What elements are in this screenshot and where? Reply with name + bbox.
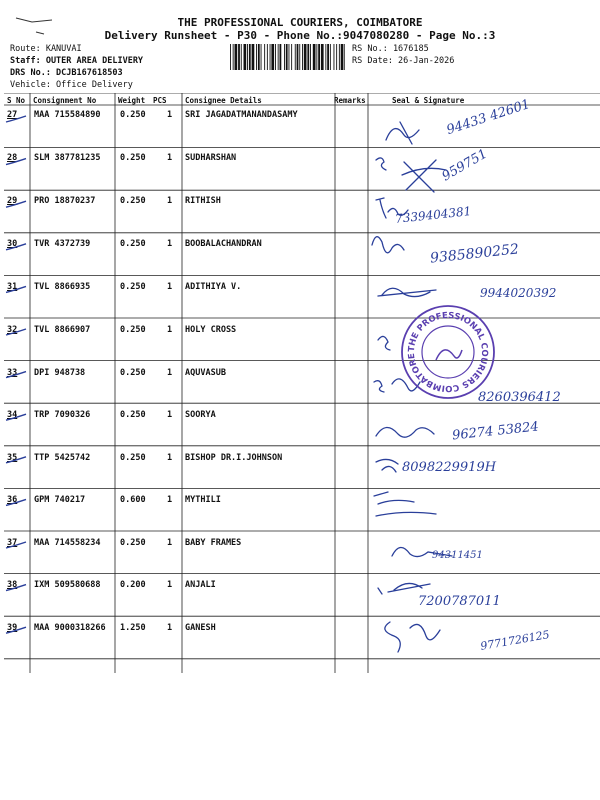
row-sno: 35 xyxy=(7,453,18,463)
row-tick-mark xyxy=(6,286,26,292)
row-tick-mark xyxy=(6,244,26,250)
col-consignee: Consignee Details xyxy=(185,96,262,105)
row-sno: 29 xyxy=(7,196,18,206)
signature-note: 9771726125 xyxy=(479,628,551,653)
drs-label: DRS No.: DCJB167618503 xyxy=(10,68,123,78)
row-pcs: 1 xyxy=(167,623,173,633)
row-pcs: 1 xyxy=(167,368,173,378)
row-weight: 0.250 xyxy=(120,196,146,206)
row-consignment-no: MAA 9000318266 xyxy=(34,623,106,633)
signature-note: 959751 xyxy=(439,146,491,185)
row-tick-mark xyxy=(6,499,26,505)
signature-note: 8260396412 xyxy=(478,390,561,405)
signature-note: 7200787011 xyxy=(418,594,501,609)
company-stamp xyxy=(398,302,498,402)
row-sno: 32 xyxy=(7,325,18,335)
row-consignment-no: SLM 387781235 xyxy=(34,153,101,163)
svg-text:THE PROFESSIONAL COURIERS COIM xyxy=(407,311,489,393)
row-consignee: HOLY CROSS xyxy=(185,325,237,335)
row-pcs: 1 xyxy=(167,495,173,505)
row-pcs: 1 xyxy=(167,110,173,120)
barcode xyxy=(230,44,345,70)
col-seal-signature: Seal & Signature xyxy=(392,96,465,105)
pen-mark-icon xyxy=(14,14,54,36)
row-pcs: 1 xyxy=(167,580,173,590)
row-weight: 0.250 xyxy=(120,325,146,335)
row-weight: 0.200 xyxy=(120,580,146,590)
row-sno: 28 xyxy=(7,153,18,163)
signature-note: 9944020392 xyxy=(480,286,557,300)
row-weight: 0.250 xyxy=(120,282,146,292)
row-sno: 27 xyxy=(7,110,18,120)
row-consignment-no: TTP 5425742 xyxy=(34,453,91,463)
row-pcs: 1 xyxy=(167,453,173,463)
row-tick-mark xyxy=(6,457,26,463)
row-consignment-no: PRO 18870237 xyxy=(34,196,96,206)
row-consignee: SOORYA xyxy=(185,410,216,420)
row-consignee: GANESH xyxy=(185,623,216,633)
rs-date: RS Date: 26-Jan-2026 xyxy=(352,56,455,66)
tick-marks xyxy=(4,100,32,660)
row-tick-mark xyxy=(6,627,26,633)
row-sno: 37 xyxy=(7,538,18,548)
row-tick-mark xyxy=(6,372,26,378)
row-consignment-no: TVL 8866935 xyxy=(34,282,91,292)
row-consignee: ANJALI xyxy=(185,580,216,590)
row-tick-mark xyxy=(6,329,26,335)
row-consignment-no: IXM 509580688 xyxy=(34,580,101,590)
row-consignee: SUDHARSHAN xyxy=(185,153,237,163)
row-weight: 1.250 xyxy=(120,623,146,633)
company-title: THE PROFESSIONAL COURIERS, COIMBATORE xyxy=(177,16,423,29)
row-consignee: MYTHILI xyxy=(185,495,221,505)
row-tick-mark xyxy=(6,201,26,207)
row-sno: 38 xyxy=(7,580,18,590)
stamp-text: THE PROFESSIONAL COURIERS COIMBATORE xyxy=(406,310,490,394)
rs-number: RS No.: 1676185 xyxy=(352,44,429,54)
row-weight: 0.250 xyxy=(120,239,146,249)
row-consignment-no: MAA 715584890 xyxy=(34,110,101,120)
row-consignment-no: MAA 714558234 xyxy=(34,538,101,548)
row-pcs: 1 xyxy=(167,282,173,292)
row-tick-mark xyxy=(6,585,26,591)
row-weight: 0.250 xyxy=(120,110,146,120)
row-consignment-no: DPI 948738 xyxy=(34,368,86,378)
row-pcs: 1 xyxy=(167,239,173,249)
row-weight: 0.250 xyxy=(120,153,146,163)
vehicle-label: Vehicle: Office Delivery xyxy=(10,80,133,90)
row-consignee: BABY FRAMES xyxy=(185,538,242,548)
row-tick-mark xyxy=(6,414,26,420)
row-pcs: 1 xyxy=(167,153,173,163)
row-weight: 0.250 xyxy=(120,368,146,378)
row-weight: 0.250 xyxy=(120,410,146,420)
col-pcs: PCS xyxy=(153,96,167,105)
signature-note: 7339404381 xyxy=(394,204,472,226)
signature-note: 8098229919H xyxy=(402,460,497,475)
row-pcs: 1 xyxy=(167,196,173,206)
row-pcs: 1 xyxy=(167,538,173,548)
row-tick-mark xyxy=(6,159,26,165)
row-consignee: BISHOP DR.I.JOHNSON xyxy=(185,453,283,463)
row-pcs: 1 xyxy=(167,325,173,335)
row-sno: 31 xyxy=(7,282,18,292)
staff-label: Staff: OUTER AREA DELIVERY xyxy=(10,56,144,66)
row-tick-mark xyxy=(6,542,26,548)
row-consignment-no: TVR 4372739 xyxy=(34,239,91,249)
route-label: Route: KANUVAI xyxy=(10,44,82,54)
row-consignee: RITHISH xyxy=(185,196,221,206)
row-tick-mark xyxy=(6,116,26,122)
signature-note: 9385890252 xyxy=(429,241,520,267)
signature-note: 94311451 xyxy=(432,550,483,561)
row-weight: 0.600 xyxy=(120,495,146,505)
col-consignment: Consignment No xyxy=(33,96,97,105)
col-weight: Weight xyxy=(118,96,146,105)
row-consignment-no: TRP 7090326 xyxy=(34,410,91,420)
row-sno: 34 xyxy=(7,410,18,420)
row-sno: 39 xyxy=(7,623,18,633)
row-weight: 0.250 xyxy=(120,453,146,463)
row-sno: 36 xyxy=(7,495,18,505)
runsheet-subtitle: Delivery Runsheet - P30 - Phone No.:9047080280 - Page No.:3 xyxy=(104,29,496,42)
row-consignee: BOOBALACHANDRAN xyxy=(185,239,262,249)
row-pcs: 1 xyxy=(167,410,173,420)
row-sno: 30 xyxy=(7,239,18,249)
col-remarks: Remarks xyxy=(334,96,366,105)
row-consignee: ADITHIYA V. xyxy=(185,282,242,292)
row-sno: 33 xyxy=(7,368,18,378)
row-consignee: SRI JAGADATMANANDASAMY xyxy=(185,110,298,120)
col-sno: S No xyxy=(7,96,26,105)
row-consignment-no: GPM 740217 xyxy=(34,495,86,505)
signature-note: 94433 42601 xyxy=(444,96,533,139)
row-consignee: AQUVASUB xyxy=(185,368,226,378)
signature-note: 96274 53824 xyxy=(451,419,540,444)
row-consignment-no: TVL 8866907 xyxy=(34,325,91,335)
row-weight: 0.250 xyxy=(120,538,146,548)
